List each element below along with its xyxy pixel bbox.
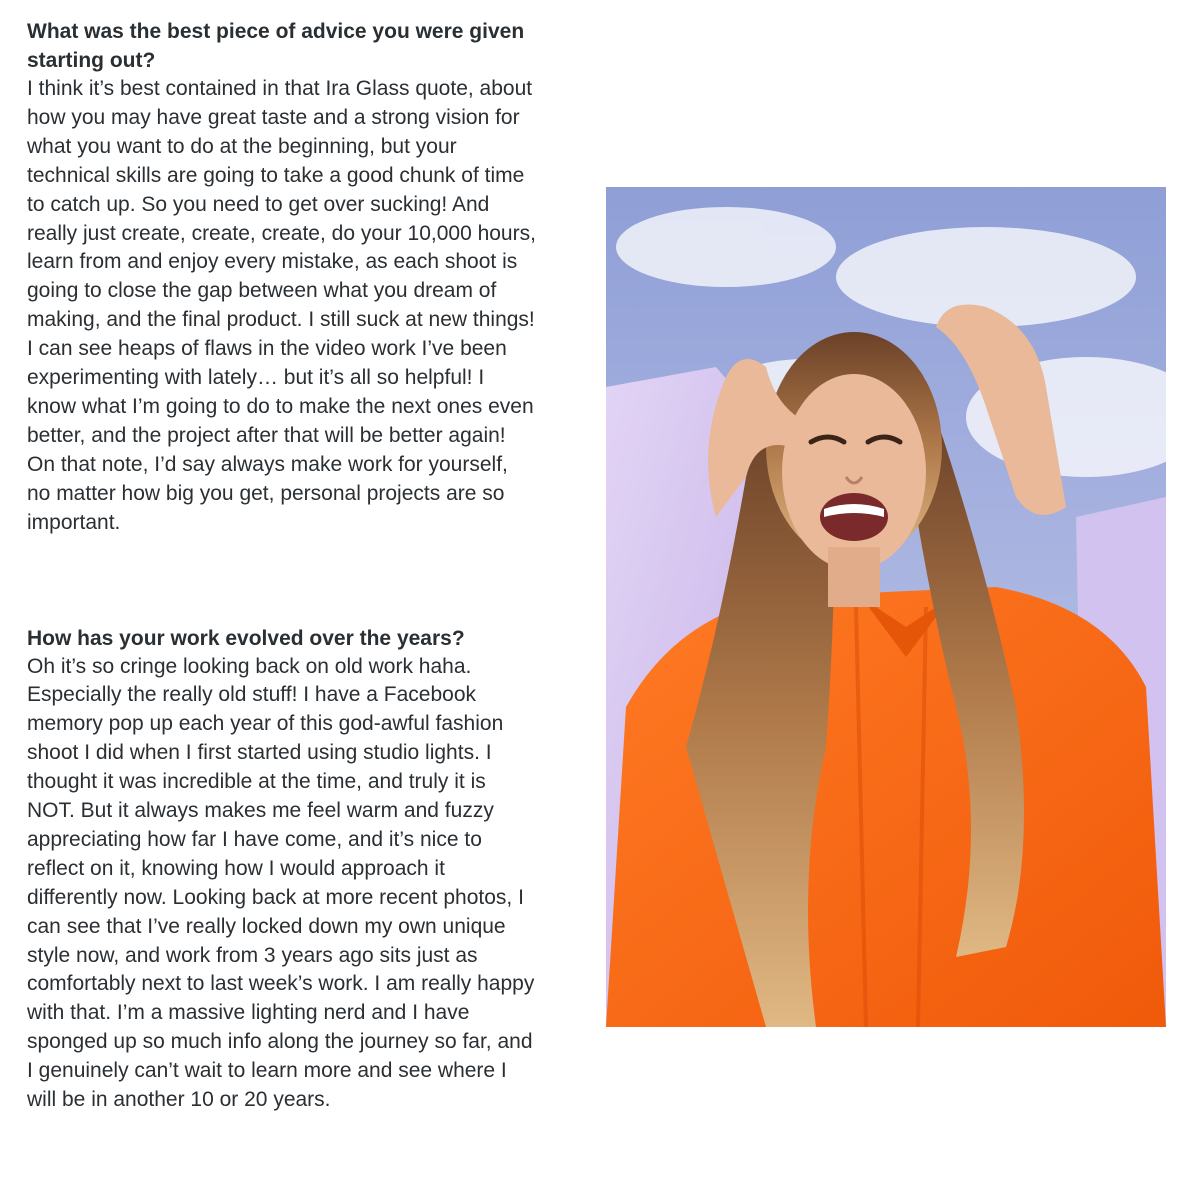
article-text-column: [27, 17, 537, 1115]
answer-paragraph: Oh it’s so cringe looking back on old work haha. Especially the really old stuff! I have a Facebook memory pop up each year of this god-awful fashion shoot I did when I first started using studio lights. I thought it was incredible at the time, and truly it is NOT. But it always makes me feel warm and fuzzy appreciating how far I have come, and it’s nice to reflect on it, knowing how I would approach it differently now. Looking back at more recent photos, I can see that I’ve really locked down my own unique style now, and work from 3 years ago sits just as comfortably next to last week’s work. I am really happy with that. I’m a massive lighting nerd and I have sponged up so much info along the journey so far, and I genuinely can’t wait to learn more and see where I will be in another 10 or 20 years.: [27, 654, 535, 1112]
question-heading: What was the best piece of advice you were given starting out?: [27, 20, 525, 72]
qa-section-evolution: [27, 624, 537, 1116]
portrait-illustration: [606, 187, 1166, 1027]
answer-paragraph: I think it’s best contained in that Ira Glass quote, about how you may have great taste and a strong vision for what you want to do at the beginning, but your technical skills are going to take a good chunk of time to catch up. So you need to get over sucking! And really just create, create, create, do your 10,000 hours, learn from and enjoy every mistake, as each shoot is going to close the gap between what you dream of making, and the final product. I still suck at new things! I can see heaps of flaws in the video work I’ve been experimenting with lately… but it’s all so helpful! I know what I’m going to do to make the next ones even better, and the project after that will be better again! On that note, I’d say always make work for yourself, no matter how big you get, personal projects are so important.: [27, 77, 536, 534]
open-mouth: [820, 493, 888, 541]
portrait-photo: [606, 187, 1166, 1027]
question-heading: How has your work evolved over the years?: [27, 626, 465, 650]
neck: [828, 547, 880, 607]
qa-section-advice: [27, 17, 537, 538]
orange-shirt: [606, 587, 1166, 1027]
